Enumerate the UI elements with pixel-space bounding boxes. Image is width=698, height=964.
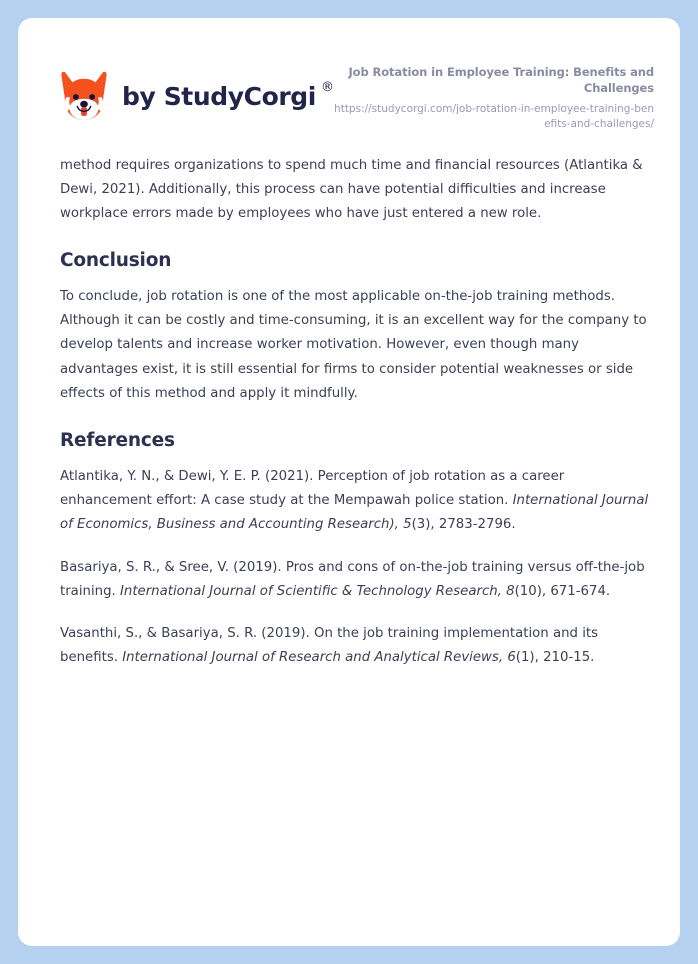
section-heading-references: References	[60, 430, 175, 452]
conclusion-paragraph: To conclude, job rotation is one of the most applicable on-the-job training methods. Although it can be costly and time-consuming, it is an excellent way for the company to develop talents and increase worker motivation. However, even though many advantages exist, it is still essential for firms to consider potential weaknesses or side effects of this method and apply it mindfully.	[60, 289, 647, 401]
reference-prefix: Vasanthi, S., & Basariya, S. R. (2019). On the job training implementation and its benefits.	[60, 625, 599, 666]
brand-name-text: by StudyCorgi	[122, 81, 316, 111]
reference-suffix: (10), 671-674.	[514, 583, 611, 599]
page-title: Job Rotation in Employee Training: Benefits and Challenges	[348, 65, 654, 95]
reference-suffix: (3), 2783-2796.	[411, 517, 516, 533]
reference-item	[60, 622, 652, 670]
brand-block[interactable]	[60, 58, 334, 122]
brand-wordmark	[122, 79, 334, 111]
header-meta	[334, 58, 654, 132]
document-body	[18, 132, 680, 671]
reference-prefix: Atlantika, Y. N., & Dewi, Y. E. P. (2021). Perception of job rotation as a career enhancement effort: A case study at the Mempawah police station.	[60, 469, 565, 509]
reference-suffix: (1), 210-15.	[515, 650, 595, 666]
registered-trademark-icon: ®	[320, 79, 334, 95]
source-url[interactable]: https://studycorgi.com/job-rotation-in-employee-training-benefits-and-challenges/	[334, 102, 654, 130]
reference-journal: International Journal of Economics, Business and Accounting Research), 5	[60, 493, 649, 533]
intro-paragraph: method requires organizations to spend much time and financial resources (Atlantika & Dewi, 2021). Additionally, this process can have potential difficulties and increase workplace errors made by employees who have just entered a new role.	[60, 157, 643, 221]
reference-journal: International Journal of Scientific & Technology Research, 8	[119, 583, 515, 599]
document-header	[18, 18, 680, 132]
reference-item	[60, 556, 652, 604]
section-heading-conclusion: Conclusion	[60, 250, 172, 272]
reference-item	[60, 465, 652, 538]
document-page-card	[18, 18, 680, 946]
corgi-logo-icon	[60, 70, 108, 122]
reference-prefix: Basariya, S. R., & Sree, V. (2019). Pros and cons of on-the-job training versus off-the-job training.	[60, 559, 645, 599]
reference-journal: International Journal of Research and Analytical Reviews, 6	[122, 650, 516, 666]
references-list	[60, 465, 652, 670]
